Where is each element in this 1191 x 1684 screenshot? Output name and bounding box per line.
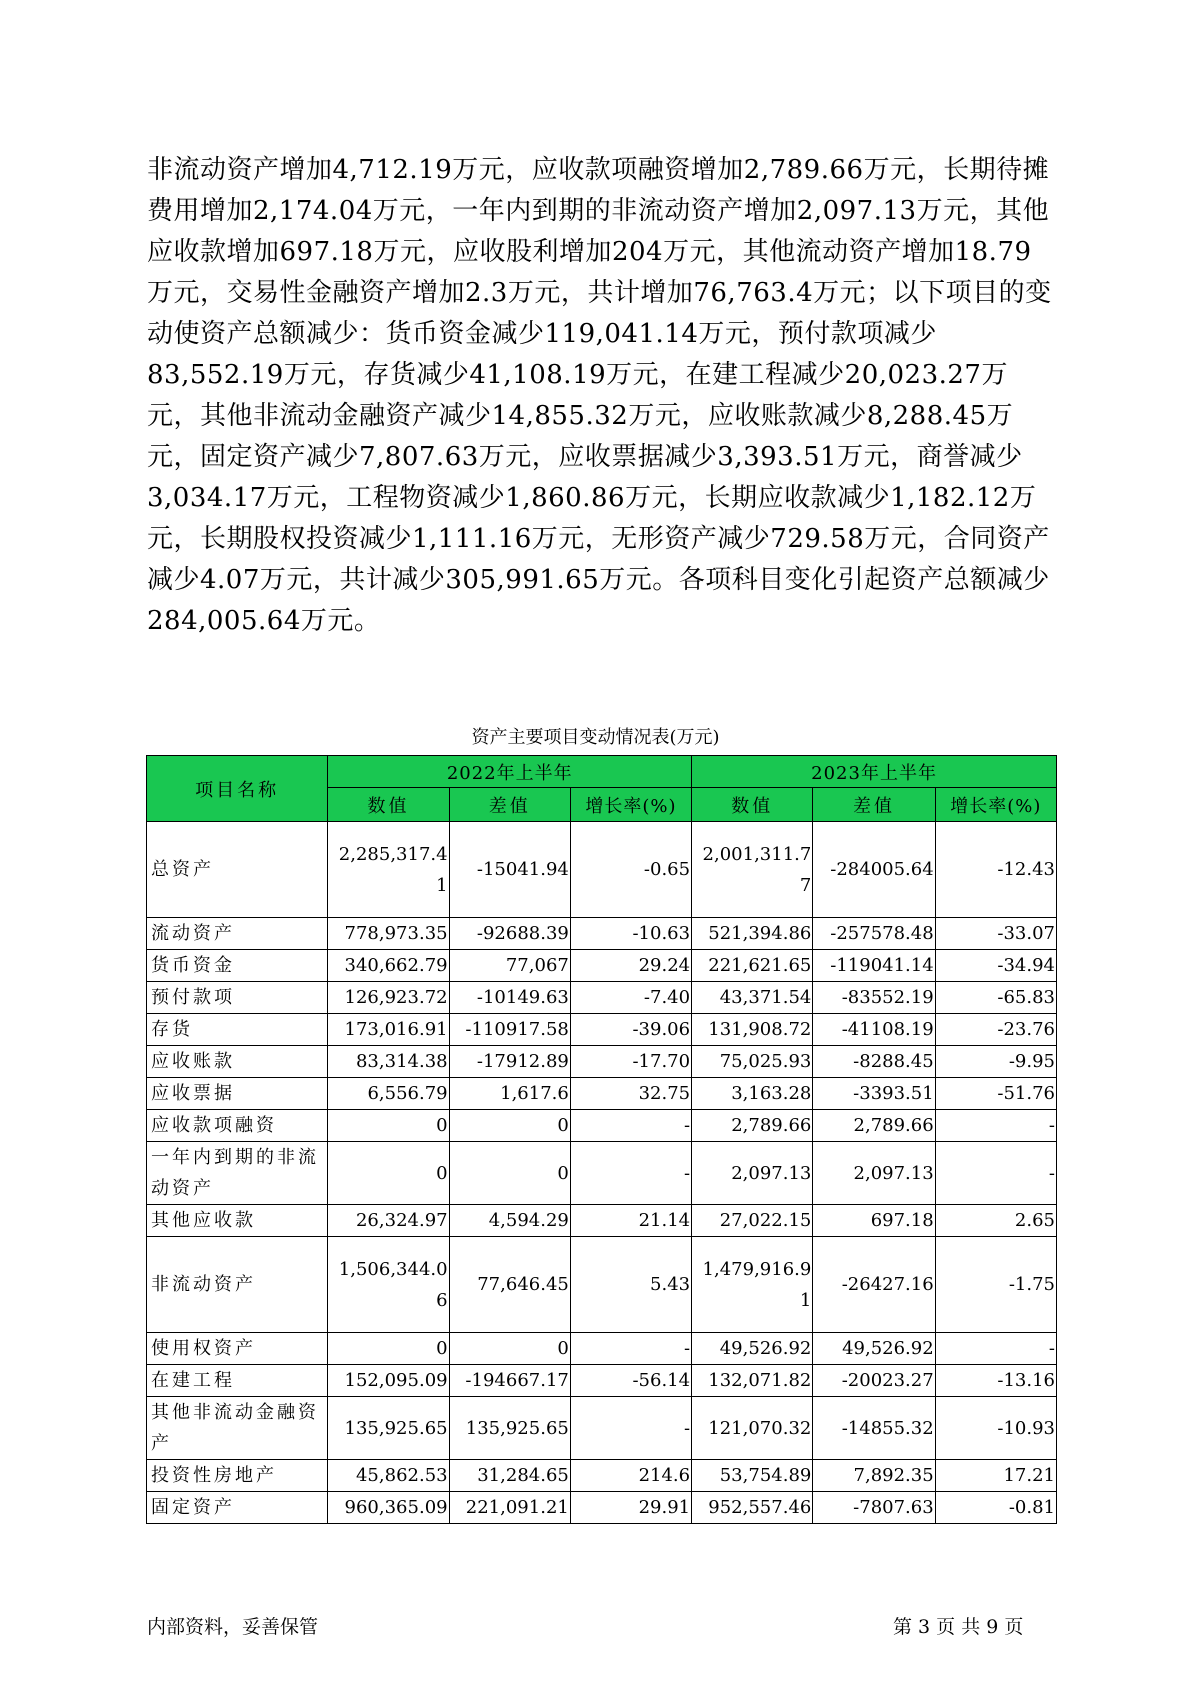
row-value-cell: 5.43 bbox=[570, 1237, 691, 1333]
row-value-cell: 26,324.97 bbox=[328, 1205, 449, 1237]
row-item-name: 应收款项融资 bbox=[147, 1110, 328, 1142]
row-value-cell: 697.18 bbox=[813, 1205, 935, 1237]
header-diff-2022: 差值 bbox=[449, 788, 570, 822]
row-value-cell: 7,892.35 bbox=[813, 1460, 935, 1492]
row-value-cell: -10.93 bbox=[935, 1397, 1056, 1460]
row-value-cell: -7807.63 bbox=[813, 1492, 935, 1524]
row-value-cell: 6,556.79 bbox=[328, 1078, 449, 1110]
row-value-cell: - bbox=[570, 1333, 691, 1365]
table-row bbox=[147, 1078, 1057, 1110]
header-value-2023: 数值 bbox=[692, 788, 813, 822]
row-value-cell: 4,594.29 bbox=[449, 1205, 570, 1237]
row-value-cell: 126,923.72 bbox=[328, 982, 449, 1014]
row-value-cell: 1,506,344.06 bbox=[328, 1237, 449, 1333]
row-value-cell: 21.14 bbox=[570, 1205, 691, 1237]
row-value-cell: 17.21 bbox=[935, 1460, 1056, 1492]
table-row bbox=[147, 1205, 1057, 1237]
row-value-cell: -56.14 bbox=[570, 1365, 691, 1397]
row-value-cell: -284005.64 bbox=[813, 822, 935, 918]
row-value-cell: 83,314.38 bbox=[328, 1046, 449, 1078]
row-value-cell: 778,973.35 bbox=[328, 918, 449, 950]
row-value-cell: 32.75 bbox=[570, 1078, 691, 1110]
row-value-cell: -65.83 bbox=[935, 982, 1056, 1014]
table-row bbox=[147, 1460, 1057, 1492]
row-value-cell: 53,754.89 bbox=[692, 1460, 813, 1492]
row-value-cell: - bbox=[570, 1110, 691, 1142]
row-value-cell: -92688.39 bbox=[449, 918, 570, 950]
row-value-cell: -15041.94 bbox=[449, 822, 570, 918]
row-value-cell: 214.6 bbox=[570, 1460, 691, 1492]
row-value-cell: 29.24 bbox=[570, 950, 691, 982]
row-value-cell: -10.63 bbox=[570, 918, 691, 950]
row-value-cell: -110917.58 bbox=[449, 1014, 570, 1046]
row-value-cell: 340,662.79 bbox=[328, 950, 449, 982]
row-value-cell: 29.91 bbox=[570, 1492, 691, 1524]
row-value-cell: -14855.32 bbox=[813, 1397, 935, 1460]
table-row bbox=[147, 1492, 1057, 1524]
header-growth-2023: 增长率(%) bbox=[935, 788, 1056, 822]
row-value-cell: 2,285,317.41 bbox=[328, 822, 449, 918]
row-value-cell: -26427.16 bbox=[813, 1237, 935, 1333]
row-value-cell: 49,526.92 bbox=[813, 1333, 935, 1365]
row-value-cell: 121,070.32 bbox=[692, 1397, 813, 1460]
row-value-cell: -12.43 bbox=[935, 822, 1056, 918]
row-value-cell: 0 bbox=[449, 1110, 570, 1142]
row-item-name: 一年内到期的非流动资产 bbox=[147, 1142, 328, 1205]
row-item-name: 固定资产 bbox=[147, 1492, 328, 1524]
header-period-2023: 2023年上半年 bbox=[692, 756, 1057, 788]
row-value-cell: -7.40 bbox=[570, 982, 691, 1014]
row-value-cell: - bbox=[570, 1142, 691, 1205]
asset-change-table bbox=[146, 755, 1057, 1524]
row-value-cell: 0 bbox=[328, 1110, 449, 1142]
header-diff-2023: 差值 bbox=[813, 788, 935, 822]
row-value-cell: - bbox=[935, 1110, 1056, 1142]
row-value-cell: -194667.17 bbox=[449, 1365, 570, 1397]
table-row bbox=[147, 982, 1057, 1014]
row-value-cell: -257578.48 bbox=[813, 918, 935, 950]
row-value-cell: 221,091.21 bbox=[449, 1492, 570, 1524]
row-value-cell: -0.81 bbox=[935, 1492, 1056, 1524]
row-value-cell: 3,163.28 bbox=[692, 1078, 813, 1110]
table-caption: 资产主要项目变动情况表(万元) bbox=[471, 727, 720, 748]
row-value-cell: 2,789.66 bbox=[692, 1110, 813, 1142]
row-value-cell: -119041.14 bbox=[813, 950, 935, 982]
row-value-cell: 1,479,916.91 bbox=[692, 1237, 813, 1333]
row-value-cell: -17.70 bbox=[570, 1046, 691, 1078]
table-row bbox=[147, 1046, 1057, 1078]
footer-page-number: 第 3 页 共 9 页 bbox=[893, 1616, 1024, 1638]
row-value-cell: 27,022.15 bbox=[692, 1205, 813, 1237]
table-row bbox=[147, 1237, 1057, 1333]
row-value-cell: -51.76 bbox=[935, 1078, 1056, 1110]
row-value-cell: 0 bbox=[328, 1142, 449, 1205]
row-item-name: 流动资产 bbox=[147, 918, 328, 950]
row-item-name: 在建工程 bbox=[147, 1365, 328, 1397]
row-value-cell: -10149.63 bbox=[449, 982, 570, 1014]
row-value-cell: 2,001,311.77 bbox=[692, 822, 813, 918]
table-row bbox=[147, 950, 1057, 982]
row-item-name: 非流动资产 bbox=[147, 1237, 328, 1333]
row-value-cell: 45,862.53 bbox=[328, 1460, 449, 1492]
row-value-cell: 132,071.82 bbox=[692, 1365, 813, 1397]
row-value-cell: 0 bbox=[449, 1333, 570, 1365]
row-value-cell: 221,621.65 bbox=[692, 950, 813, 982]
row-value-cell: -83552.19 bbox=[813, 982, 935, 1014]
header-item-name: 项目名称 bbox=[147, 756, 328, 822]
table-row bbox=[147, 1333, 1057, 1365]
row-value-cell: -3393.51 bbox=[813, 1078, 935, 1110]
row-value-cell: 43,371.54 bbox=[692, 982, 813, 1014]
row-value-cell: 173,016.91 bbox=[328, 1014, 449, 1046]
row-value-cell: 1,617.6 bbox=[449, 1078, 570, 1110]
row-item-name: 其他非流动金融资产 bbox=[147, 1397, 328, 1460]
row-value-cell: -17912.89 bbox=[449, 1046, 570, 1078]
row-item-name: 投资性房地产 bbox=[147, 1460, 328, 1492]
row-value-cell: - bbox=[935, 1333, 1056, 1365]
row-value-cell: 2,097.13 bbox=[692, 1142, 813, 1205]
row-value-cell: 152,095.09 bbox=[328, 1365, 449, 1397]
row-value-cell: 0 bbox=[449, 1142, 570, 1205]
row-value-cell: -8288.45 bbox=[813, 1046, 935, 1078]
row-value-cell: -1.75 bbox=[935, 1237, 1056, 1333]
row-value-cell: 49,526.92 bbox=[692, 1333, 813, 1365]
row-value-cell: 2,097.13 bbox=[813, 1142, 935, 1205]
row-item-name: 总资产 bbox=[147, 822, 328, 918]
table-row bbox=[147, 1014, 1057, 1046]
row-item-name: 货币资金 bbox=[147, 950, 328, 982]
row-value-cell: 31,284.65 bbox=[449, 1460, 570, 1492]
row-value-cell: 77,067 bbox=[449, 950, 570, 982]
row-value-cell: 0 bbox=[328, 1333, 449, 1365]
row-value-cell: -20023.27 bbox=[813, 1365, 935, 1397]
row-value-cell: -39.06 bbox=[570, 1014, 691, 1046]
row-value-cell: -34.94 bbox=[935, 950, 1056, 982]
row-item-name: 存货 bbox=[147, 1014, 328, 1046]
header-growth-2022: 增长率(%) bbox=[570, 788, 691, 822]
row-value-cell: -13.16 bbox=[935, 1365, 1056, 1397]
row-item-name: 应收票据 bbox=[147, 1078, 328, 1110]
body-paragraph: 非流动资产增加4,712.19万元，应收款项融资增加2,789.66万元，长期待摊费用增加2,174.04万元，一年内到期的非流动资产增加2,097.13万元，其他应收款增加697.18万元，应收股利增加204万元，其他流动资产增加18.79万元，交易性金融资产增加2.3万元，共计增加76,763.4万元；以下项目的变动使资产总额减少：货币资金减少119,041.14万元，预付款项减少83,552.19万元，存货减少41,108.19万元，在建工程减少20,023.27万元，其他非流动金融资产减少14,855.32万元，应收账款减少8,288.45万元，固定资产减少7,807.63万元，应收票据减少3,393.51万元，商誉减少3,034.17万元，工程物资减少1,860.86万元，长期应收款减少1,182.12万元，长期股权投资减少1,111.16万元，无形资产减少729.58万元，合同资产减少4.07万元，共计减少305,991.65万元。各项科目变化引起资产总额减少284,005.64万元。 bbox=[147, 155, 1052, 636]
row-value-cell: -0.65 bbox=[570, 822, 691, 918]
row-value-cell: 960,365.09 bbox=[328, 1492, 449, 1524]
row-value-cell: 75,025.93 bbox=[692, 1046, 813, 1078]
row-item-name: 应收账款 bbox=[147, 1046, 328, 1078]
row-value-cell: 521,394.86 bbox=[692, 918, 813, 950]
row-value-cell: 952,557.46 bbox=[692, 1492, 813, 1524]
header-value-2022: 数值 bbox=[328, 788, 449, 822]
row-value-cell: -23.76 bbox=[935, 1014, 1056, 1046]
row-value-cell: -41108.19 bbox=[813, 1014, 935, 1046]
row-value-cell: 131,908.72 bbox=[692, 1014, 813, 1046]
row-value-cell: 2.65 bbox=[935, 1205, 1056, 1237]
row-value-cell: 135,925.65 bbox=[449, 1397, 570, 1460]
row-value-cell: -9.95 bbox=[935, 1046, 1056, 1078]
table-row bbox=[147, 1142, 1057, 1205]
table-row bbox=[147, 918, 1057, 950]
row-value-cell: - bbox=[935, 1142, 1056, 1205]
table-row bbox=[147, 1365, 1057, 1397]
row-item-name: 使用权资产 bbox=[147, 1333, 328, 1365]
row-value-cell: - bbox=[570, 1397, 691, 1460]
table-row bbox=[147, 822, 1057, 918]
row-item-name: 预付款项 bbox=[147, 982, 328, 1014]
header-period-2022: 2022年上半年 bbox=[328, 756, 692, 788]
row-value-cell: 2,789.66 bbox=[813, 1110, 935, 1142]
row-value-cell: 77,646.45 bbox=[449, 1237, 570, 1333]
row-value-cell: 135,925.65 bbox=[328, 1397, 449, 1460]
footer-confidential-note: 内部资料，妥善保管 bbox=[147, 1616, 319, 1638]
row-value-cell: -33.07 bbox=[935, 918, 1056, 950]
table-row bbox=[147, 1110, 1057, 1142]
table-row bbox=[147, 1397, 1057, 1460]
row-item-name: 其他应收款 bbox=[147, 1205, 328, 1237]
